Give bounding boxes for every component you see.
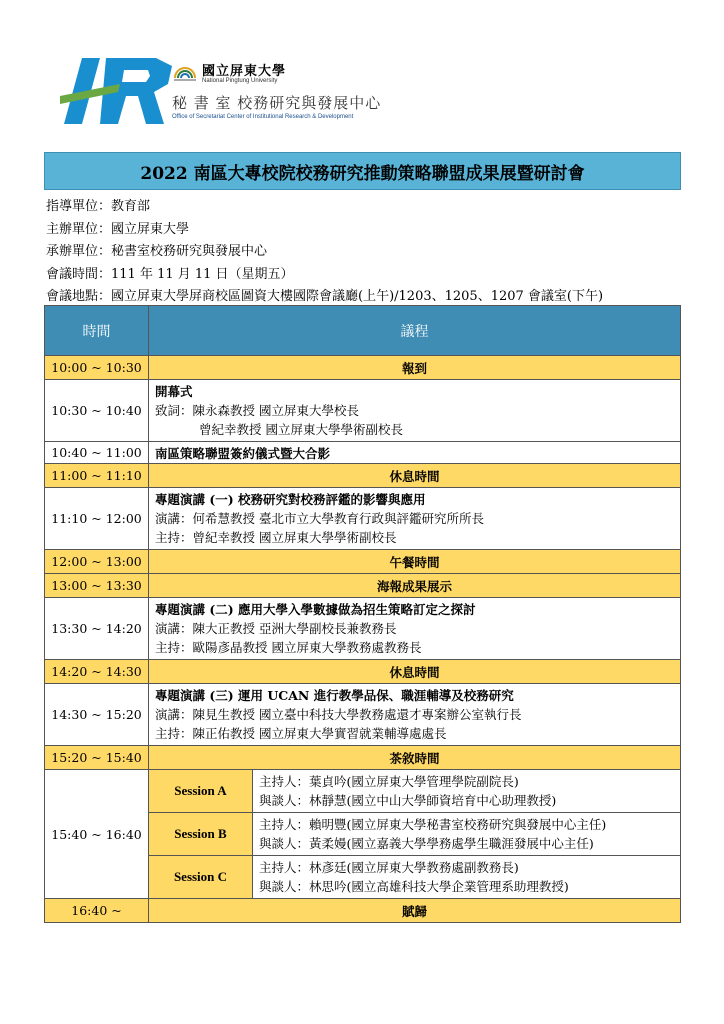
university-emblem-icon (172, 58, 198, 84)
item-line: 曾紀幸教授 國立屏東大學學術副校長 (199, 422, 403, 437)
ir-logo (60, 56, 178, 126)
table-row (45, 574, 681, 598)
table-row (45, 488, 681, 550)
table-row (45, 442, 681, 464)
table-row (45, 550, 681, 574)
row-agenda: 午餐時間 (149, 550, 681, 574)
table-row (45, 464, 681, 488)
agenda-table (44, 305, 681, 923)
row-agenda (149, 380, 681, 442)
item-line: 演講：陳大正教授 亞洲大學副校長兼教務長 (155, 621, 397, 636)
table-row (45, 770, 681, 813)
university-name: 國立屏東大學 (202, 64, 287, 79)
item-line: 致詞：陳永森教授 國立屏東大學校長 (155, 403, 359, 418)
row-agenda (149, 684, 681, 746)
table-row (45, 598, 681, 660)
item-title: 專題演講 (二) 應用大學入學數據做為招生策略訂定之探討 (155, 602, 476, 617)
session-host: 主持人：賴明豐(國立屏東大學秘書室校務研究與發展中心主任) (259, 817, 607, 832)
info-host: 承辦單位：秘書室校務研究與發展中心 (46, 244, 268, 259)
info-date: 會議時間：111 年 11 月 11 日（星期五） (46, 266, 294, 282)
row-time: 10:30 ~ 10:40 (45, 380, 149, 442)
item-line: 演講：陳見生教授 國立臺中科技大學教務處還才專案辦公室執行長 (155, 707, 522, 722)
item-line: 演講：何希慧教授 臺北市立大學教育行政與評鑑研究所所長 (155, 511, 484, 526)
table-row (45, 356, 681, 380)
table-row (45, 746, 681, 770)
session-c-detail (253, 856, 681, 899)
table-row (45, 899, 681, 923)
row-agenda (149, 598, 681, 660)
session-b-detail (253, 813, 681, 856)
table-header (45, 306, 681, 356)
table-row (45, 660, 681, 684)
row-time: 15:40 ~ 16:40 (45, 770, 149, 899)
row-agenda: 茶敘時間 (149, 746, 681, 770)
letterhead (60, 52, 380, 130)
info-organizer: 主辦單位：國立屏東大學 (46, 221, 190, 237)
item-title: 開幕式 (155, 384, 193, 399)
row-time: 11:10 ~ 12:00 (45, 488, 149, 550)
session-a-detail (253, 770, 681, 813)
session-host: 主持人：林彥廷(國立屏東大學教務處副教務長) (259, 860, 519, 875)
row-agenda: 休息時間 (149, 464, 681, 488)
session-host: 主持人：葉貞吟(國立屏東大學管理學院副院長) (259, 774, 519, 789)
row-time: 16:40 ~ (45, 899, 149, 923)
table-row (45, 684, 681, 746)
event-info (46, 196, 603, 309)
event-title: 2022 南區大專校院校務研究推動策略聯盟成果展暨研討會 (44, 152, 681, 190)
row-time: 14:30 ~ 15:20 (45, 684, 149, 746)
university-name-en: National Pingtung University (202, 78, 278, 84)
session-c-name: Session C (149, 856, 253, 899)
row-time: 14:20 ~ 14:30 (45, 660, 149, 684)
item-title: 專題演講 (三) 運用 UCAN 進行教學品保、職涯輔導及校務研究 (155, 688, 514, 703)
row-time: 12:00 ~ 13:00 (45, 550, 149, 574)
info-guidance: 指導單位：教育部 (46, 199, 151, 214)
row-agenda: 南區策略聯盟簽約儀式暨大合影 (149, 442, 681, 464)
row-time: 10:40 ~ 11:00 (45, 442, 149, 464)
col-time: 時間 (45, 306, 149, 356)
item-line: 主持：陳正佑教授 國立屏東大學實習就業輔導處處長 (155, 726, 447, 741)
office-name-en: Office of Secretariat Center of Institutional Research & Development (172, 114, 354, 120)
item-title: 專題演講 (一) 校務研究對校務評鑑的影響與應用 (155, 492, 426, 507)
session-guest: 與談人：林思吟(國立高雄科技大學企業管理系助理教授) (259, 879, 569, 894)
row-time: 13:00 ~ 13:30 (45, 574, 149, 598)
row-time: 15:20 ~ 15:40 (45, 746, 149, 770)
item-line: 主持：歐陽彥晶教授 國立屏東大學教務處教務長 (155, 640, 422, 655)
row-agenda: 海報成果展示 (149, 574, 681, 598)
row-time: 11:00 ~ 11:10 (45, 464, 149, 488)
row-agenda: 休息時間 (149, 660, 681, 684)
col-agenda: 議程 (149, 306, 681, 356)
table-row (45, 380, 681, 442)
office-name: 秘 書 室 校務研究與發展中心 (172, 94, 382, 112)
item-line: 主持：曾紀幸教授 國立屏東大學學術副校長 (155, 530, 397, 545)
session-guest: 與談人：林靜慧(國立中山大學師資培育中心助理教授) (259, 793, 557, 808)
row-agenda: 報到 (149, 356, 681, 380)
row-agenda (149, 488, 681, 550)
session-guest: 與談人：黃柔嫚(國立嘉義大學學務處學生職涯發展中心主任) (259, 836, 594, 851)
session-a-name: Session A (149, 770, 253, 813)
row-agenda: 賦歸 (149, 899, 681, 923)
row-time: 10:00 ~ 10:30 (45, 356, 149, 380)
row-time: 13:30 ~ 14:20 (45, 598, 149, 660)
session-b-name: Session B (149, 813, 253, 856)
info-venue: 會議地點：國立屏東大學屏商校區圖資大樓國際會議廳(上午)/1203、1205、1207 會議室(下午) (46, 289, 604, 304)
